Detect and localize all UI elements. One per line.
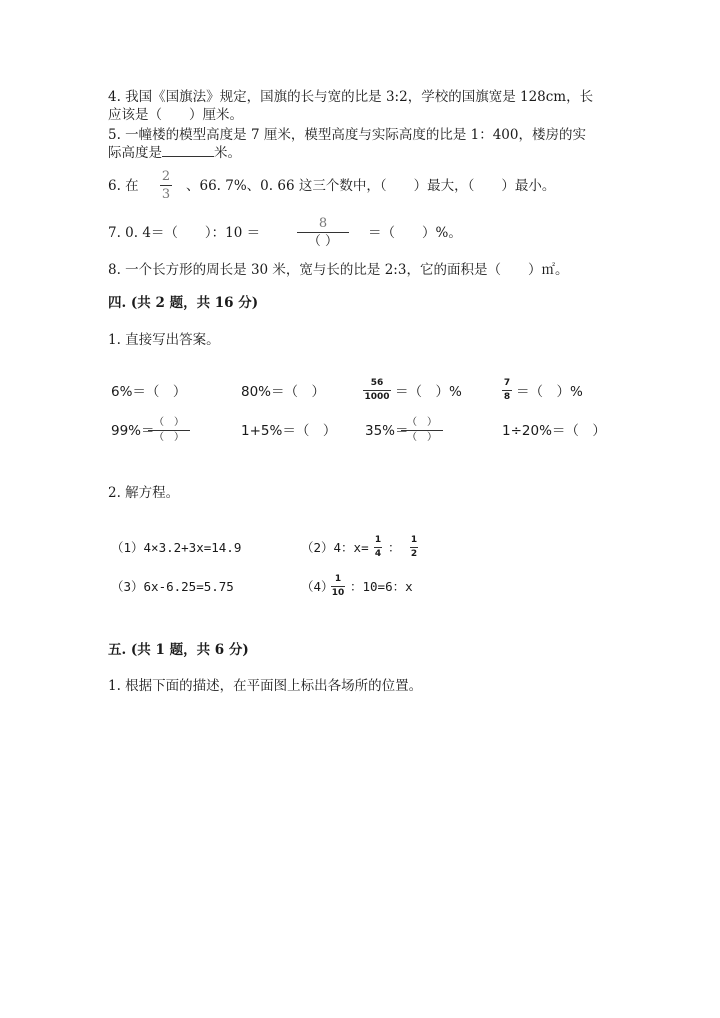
answer-item-35-percent-fraction [401, 418, 443, 443]
q5-line1: 5. 一幢楼的模型高度是 7 厘米，模型高度与实际高度的比是 1：400，楼房的实 [108, 127, 586, 143]
q4-line1: 4. 我国《国旗法》规定，国旗的长与宽的比是 3:2，学校的国旗宽是 128cm，长 [108, 89, 594, 105]
q4-line2: 应该是（ ）厘米。 [108, 107, 243, 123]
answer-item-7-8-fraction [502, 379, 512, 402]
answer-item-56-1000-fraction [363, 379, 391, 402]
answer-item-1-plus-5-percent: 1+5%＝（ ） [241, 423, 337, 439]
fraction-numerator: 56 [370, 378, 384, 388]
fraction-numerator: 2 [161, 169, 171, 184]
q8-text: 8. 一个长方形的周长是 30 米，宽与长的比是 2:3，它的面积是（ ）㎡。 [108, 262, 569, 278]
fraction-numerator: 1 [374, 535, 382, 545]
answer-item-6-percent: 6%＝（ ） [111, 384, 187, 400]
section4-title: 四. (共 2 题，共 16 分) [108, 295, 259, 311]
section4-q2-title: 2. 解方程。 [108, 485, 180, 501]
q6-suffix: 、66. 7%、0. 66 这三个数中，（ ）最大，（ ）最小。 [186, 178, 556, 194]
fraction-bar [374, 547, 382, 548]
q7-prefix: 7. 0. 4＝（ ）：10 ＝ [108, 225, 261, 241]
fraction-numerator: （ ） [407, 417, 437, 428]
fraction-denominator: 2 [410, 549, 418, 559]
fraction-numerator: 1 [410, 535, 418, 545]
q5-line2-before: 际高度是 [108, 145, 162, 161]
equation-4-prefix: （4） [301, 579, 334, 594]
fraction-denominator: 1000 [364, 392, 390, 402]
section5-q1-title: 1. 根据下面的描述，在平面图上标出各场所的位置。 [108, 678, 423, 694]
fraction-denominator: （ ） [154, 432, 184, 443]
fraction-bar [363, 390, 391, 391]
fraction-denominator: （ ） [307, 234, 339, 249]
fraction-bar [401, 430, 443, 431]
fraction-denominator: （ ） [407, 432, 437, 443]
fraction-denominator: 4 [374, 549, 382, 559]
fraction-denominator: 3 [161, 187, 171, 202]
answer-item-56-1000-rest: ＝（ ）% [395, 384, 462, 400]
fraction-bar [297, 232, 349, 233]
section4-q1-title: 1. 直接写出答案。 [108, 332, 220, 348]
fraction-bar [410, 547, 418, 548]
answer-item-99-percent-fraction [148, 418, 190, 443]
equation-3: （3）6x-6.25=5.75 [111, 579, 234, 594]
fraction-numerator: 7 [503, 378, 511, 388]
q7-fraction [297, 217, 349, 248]
q6-prefix: 6. 在 [108, 178, 139, 194]
equation-4-rest: ：10=6：x [350, 579, 413, 594]
fraction-bar [502, 390, 512, 391]
fraction-bar [160, 185, 172, 186]
section5-title: 五. (共 1 题，共 6 分) [108, 642, 249, 658]
fraction-numerator: （ ） [154, 417, 184, 428]
q5-line2 [108, 144, 241, 162]
equation-2-fraction-1 [374, 536, 382, 559]
q6-fraction [160, 170, 172, 201]
equation-2-colon: ： [388, 540, 401, 555]
fraction-bar [331, 586, 345, 587]
q7-suffix: ＝（ ）%。 [368, 225, 462, 241]
fraction-denominator: 10 [331, 588, 345, 598]
answer-blank [162, 144, 214, 157]
answer-item-35-percent-prefix: 35%＝ [365, 423, 409, 439]
equation-1: （1）4×3.2+3x=14.9 [111, 540, 242, 555]
answer-item-80-percent: 80%＝（ ） [241, 384, 326, 400]
fraction-denominator: 8 [503, 392, 511, 402]
answer-item-99-percent-prefix: 99%＝ [111, 423, 155, 439]
equation-2-prefix: （2）4：x= [301, 540, 369, 555]
answer-item-7-8-rest: ＝（ ）% [516, 384, 583, 400]
answer-item-1-div-20-percent: 1÷20%＝（ ） [502, 423, 606, 439]
equation-2-fraction-2 [410, 536, 418, 559]
fraction-numerator: 1 [334, 574, 342, 584]
fraction-numerator: 8 [318, 216, 328, 231]
fraction-bar [148, 430, 190, 431]
equation-4-fraction [331, 575, 345, 598]
q5-line2-after: 米。 [214, 145, 241, 161]
